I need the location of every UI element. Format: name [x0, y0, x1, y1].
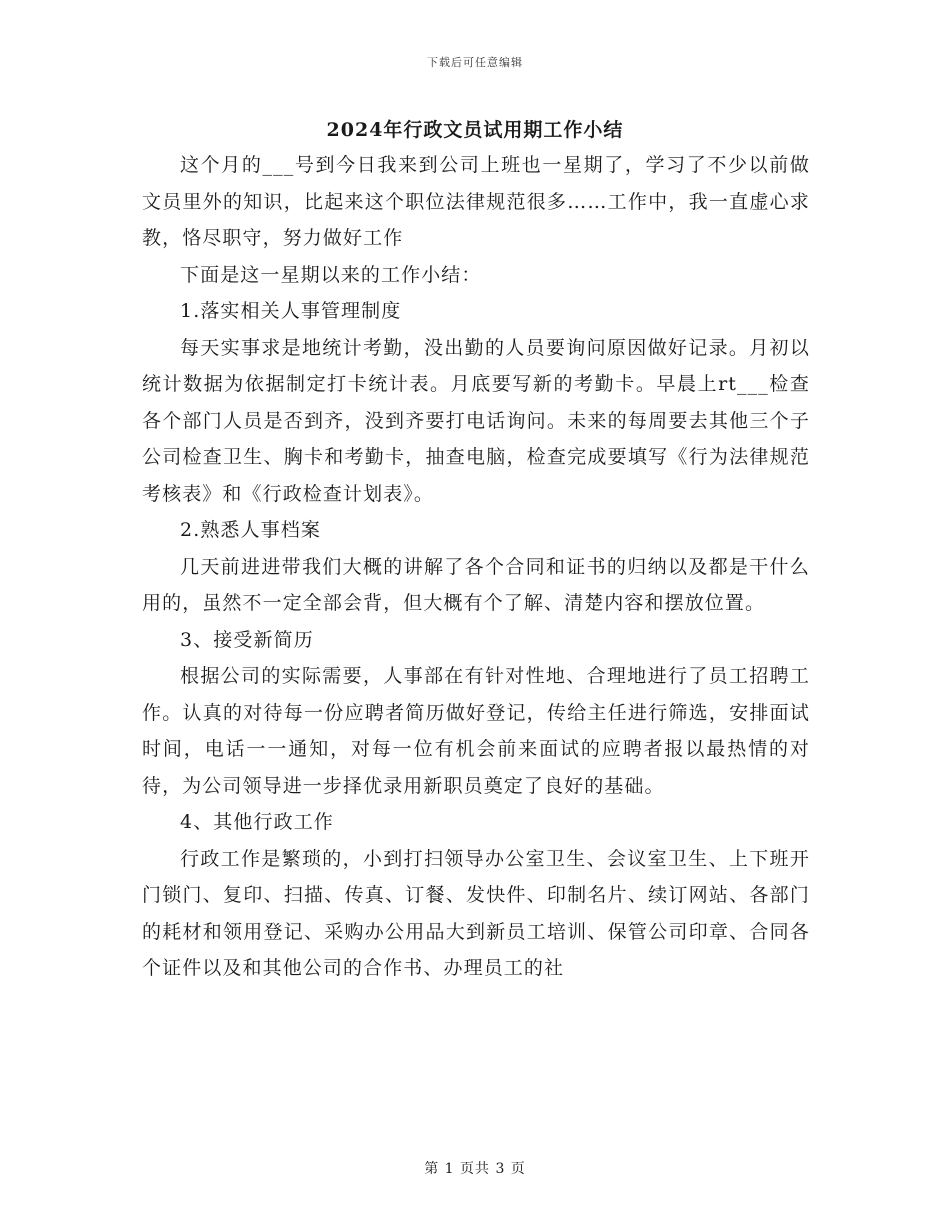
- section-heading-4: 4、其他行政工作: [180, 811, 334, 833]
- download-note: 下载后可任意编辑: [427, 56, 523, 69]
- document-title: 2024年行政文员试用期工作小结: [326, 119, 624, 141]
- paragraph-section-2: 几天前进进带我们大概的讲解了各个合同和证书的归纳以及都是干什么用的，虽然不一定全部会背，但大概有个了解、清楚内容和摆放位置。: [142, 555, 810, 614]
- paragraph-section-4: 行政工作是繁琐的，小到打扫领导办公室卫生、会议室卫生、上下班开门锁门、复印、扫描、传真、订餐、发快件、印制名片、续订网站、各部门的耗材和领用登记、采购办公用品大到新员工培训、保管公司印章、合同各个证件以及和其他公司的合作书、办理员工的社: [142, 847, 810, 979]
- section-heading-1: 1.落实相关人事管理制度: [180, 300, 402, 322]
- paragraph-intro: 这个月的___号到今日我来到公司上班也一星期了，学习了不少以前做文员里外的知识，比起来这个职位法律规范很多……工作中，我一直虚心求教，恪尽职守，努力做好工作: [142, 154, 810, 249]
- page-number: 第 1 页共 3 页: [424, 1161, 526, 1177]
- document-body: [142, 147, 810, 987]
- paragraph-summary-lead: 下面是这一星期以来的工作小结：: [180, 263, 482, 286]
- section-heading-2: 2.熟悉人事档案: [180, 519, 321, 541]
- paragraph-section-3: 根据公司的实际需要，人事部在有针对性地、合理地进行了员工招聘工作。认真的对待每一份应聘者简历做好登记，传给主任进行筛选，安排面试时间，电话一一通知，对每一位有机会前来面试的应聘者报以最热情的对待，为公司领导进一步择优录用新职员奠定了良好的基础。: [142, 665, 810, 797]
- paragraph-section-1: 每天实事求是地统计考勤，没出勤的人员要询问原因做好记录。月初以统计数据为依据制定打卡统计表。月底要写新的考勤卡。早晨上rt___检查各个部门人员是否到齐，没到齐要打电话询问。未来的每周要去其他三个子公司检查卫生、胸卡和考勤卡，抽查电脑，检查完成要填写《行为法律规范考核表》和《行政检查计划表》。: [142, 336, 810, 505]
- section-heading-3: 3、接受新简历: [180, 628, 314, 651]
